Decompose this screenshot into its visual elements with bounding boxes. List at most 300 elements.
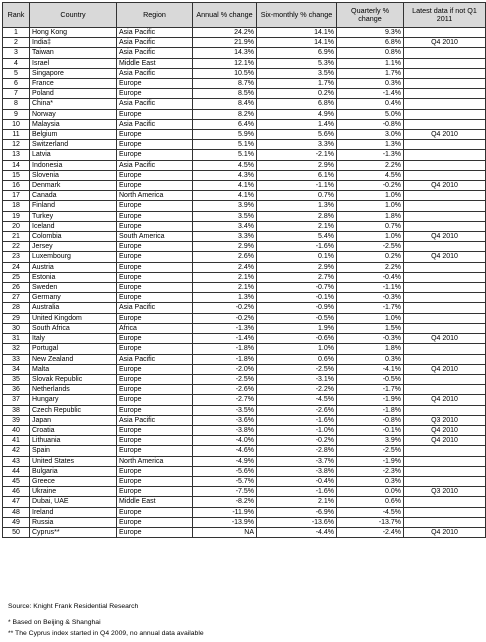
quarterly-change-cell: 4.5% [337,170,404,180]
country-cell: South Africa [30,323,117,333]
header-country: Country [30,3,117,28]
region-cell: Europe [117,507,193,517]
annual-change-cell: 10.5% [193,68,257,78]
rank-cell: 16 [3,181,30,191]
six-monthly-change-cell: -2.2% [257,385,337,395]
table-row [3,354,486,364]
latest-data-cell [404,242,486,252]
annual-change-cell: 6.4% [193,119,257,129]
quarterly-change-cell: -0.1% [337,425,404,435]
latest-data-cell [404,344,486,354]
annual-change-cell: -5.7% [193,476,257,486]
country-cell: Portugal [30,344,117,354]
country-cell: Norway [30,109,117,119]
table-row [3,374,486,384]
table-row [3,293,486,303]
annual-change-cell: -3.8% [193,425,257,435]
rank-cell: 14 [3,160,30,170]
latest-data-cell [404,68,486,78]
region-cell: Europe [117,89,193,99]
table-row [3,170,486,180]
quarterly-change-cell: 2.2% [337,160,404,170]
quarterly-change-cell: 0.3% [337,476,404,486]
country-cell: Austria [30,262,117,272]
table-row [3,456,486,466]
region-cell: Europe [117,374,193,384]
country-cell: Australia [30,303,117,313]
latest-data-cell [404,119,486,129]
region-cell: Asia Pacific [117,303,193,313]
latest-data-cell [404,405,486,415]
annual-change-cell: -2.6% [193,385,257,395]
table-row [3,109,486,119]
annual-change-cell: -1.3% [193,323,257,333]
header-latest-data: Latest data if not Q1 2011 [404,3,486,28]
country-cell: Dubai, UAE [30,497,117,507]
region-cell: Europe [117,79,193,89]
rank-cell: 13 [3,150,30,160]
country-cell: Bulgaria [30,466,117,476]
country-cell: Greece [30,476,117,486]
quarterly-change-cell: 0.6% [337,497,404,507]
country-cell: Latvia [30,150,117,160]
six-monthly-change-cell: -4.5% [257,395,337,405]
quarterly-change-cell: -1.3% [337,150,404,160]
quarterly-change-cell: -1.9% [337,395,404,405]
latest-data-cell [404,262,486,272]
region-cell: Europe [117,140,193,150]
table-row [3,140,486,150]
annual-change-cell: -11.9% [193,507,257,517]
region-cell: Europe [117,130,193,140]
annual-change-cell: 14.3% [193,48,257,58]
country-cell: Finland [30,201,117,211]
rank-cell: 11 [3,130,30,140]
annual-change-cell: -8.2% [193,497,257,507]
annual-change-cell: 3.5% [193,211,257,221]
rank-cell: 38 [3,405,30,415]
annual-change-cell: NA [193,527,257,537]
six-monthly-change-cell: 2.1% [257,221,337,231]
annual-change-cell: 3.9% [193,201,257,211]
six-monthly-change-cell: -1.6% [257,487,337,497]
six-monthly-change-cell: -2.1% [257,150,337,160]
table-row [3,425,486,435]
rank-cell: 17 [3,191,30,201]
quarterly-change-cell: -2.5% [337,242,404,252]
six-monthly-change-cell: -1.6% [257,415,337,425]
quarterly-change-cell: 6.8% [337,38,404,48]
annual-change-cell: -4.0% [193,436,257,446]
annual-change-cell: -5.6% [193,466,257,476]
country-cell: Switzerland [30,140,117,150]
country-cell: China* [30,99,117,109]
annual-change-cell: -4.6% [193,446,257,456]
latest-data-cell: Q4 2010 [404,252,486,262]
country-cell: New Zealand [30,354,117,364]
annual-change-cell: 5.1% [193,140,257,150]
latest-data-cell: Q4 2010 [404,527,486,537]
rank-cell: 5 [3,68,30,78]
region-cell: Europe [117,313,193,323]
country-cell: United Kingdom [30,313,117,323]
rank-cell: 29 [3,313,30,323]
six-monthly-change-cell: 1.0% [257,344,337,354]
country-cell: Hungary [30,395,117,405]
country-cell: Croatia [30,425,117,435]
quarterly-change-cell: 1.0% [337,191,404,201]
latest-data-cell: Q4 2010 [404,38,486,48]
header-annual-change: Annual % change [193,3,257,28]
quarterly-change-cell: 1.5% [337,323,404,333]
six-monthly-change-cell: 1.4% [257,119,337,129]
quarterly-change-cell: 1.0% [337,232,404,242]
header-rank: Rank [3,3,30,28]
table-row [3,181,486,191]
rank-cell: 39 [3,415,30,425]
annual-change-cell: 4.3% [193,170,257,180]
country-cell: Ukraine [30,487,117,497]
latest-data-cell [404,211,486,221]
country-cell: Czech Republic [30,405,117,415]
annual-change-cell: -2.7% [193,395,257,405]
six-monthly-change-cell: -1.6% [257,242,337,252]
latest-data-cell [404,283,486,293]
quarterly-change-cell: 3.0% [337,130,404,140]
six-monthly-change-cell: 5.4% [257,232,337,242]
six-monthly-change-cell: 6.8% [257,99,337,109]
region-cell: Europe [117,201,193,211]
rank-cell: 49 [3,517,30,527]
region-cell: Europe [117,517,193,527]
annual-change-cell: -7.5% [193,487,257,497]
rank-cell: 27 [3,293,30,303]
six-monthly-change-cell: 4.9% [257,109,337,119]
annual-change-cell: -3.6% [193,415,257,425]
latest-data-cell [404,313,486,323]
footnote-cyprus: ** The Cyprus index started in Q4 2009, no annual data available [8,630,204,637]
header-quarterly-change: Quarterly % change [337,3,404,28]
table-row [3,211,486,221]
table-body [3,28,486,538]
table-row [3,28,486,38]
quarterly-change-cell: -1.1% [337,283,404,293]
rank-cell: 28 [3,303,30,313]
quarterly-change-cell: -1.7% [337,385,404,395]
annual-change-cell: 3.3% [193,232,257,242]
rank-cell: 47 [3,497,30,507]
country-cell: Germany [30,293,117,303]
rank-cell: 24 [3,262,30,272]
country-cell: Indonesia [30,160,117,170]
rank-cell: 42 [3,446,30,456]
annual-change-cell: -0.2% [193,313,257,323]
country-cell: Russia [30,517,117,527]
country-cell: Luxembourg [30,252,117,262]
rank-cell: 15 [3,170,30,180]
table-row [3,487,486,497]
rank-cell: 2 [3,38,30,48]
region-cell: Europe [117,364,193,374]
table-row [3,242,486,252]
latest-data-cell [404,48,486,58]
annual-change-cell: -3.5% [193,405,257,415]
quarterly-change-cell: -0.5% [337,374,404,384]
region-cell: Europe [117,272,193,282]
country-cell: Estonia [30,272,117,282]
quarterly-change-cell: 1.3% [337,140,404,150]
annual-change-cell: 24.2% [193,28,257,38]
table-row [3,436,486,446]
quarterly-change-cell: 1.1% [337,58,404,68]
table-row [3,395,486,405]
quarterly-change-cell: 0.3% [337,354,404,364]
latest-data-cell: Q3 2010 [404,415,486,425]
rank-cell: 32 [3,344,30,354]
region-cell: Asia Pacific [117,119,193,129]
six-monthly-change-cell: -6.9% [257,507,337,517]
table-row [3,119,486,129]
region-cell: Europe [117,405,193,415]
country-cell: Belgium [30,130,117,140]
region-cell: Europe [117,293,193,303]
country-cell: Taiwan [30,48,117,58]
annual-change-cell: 1.3% [193,293,257,303]
six-monthly-change-cell: -13.6% [257,517,337,527]
region-cell: Europe [117,283,193,293]
region-cell: Europe [117,221,193,231]
annual-change-cell: -1.8% [193,354,257,364]
quarterly-change-cell: 1.0% [337,313,404,323]
annual-change-cell: 21.9% [193,38,257,48]
annual-change-cell: 12.1% [193,58,257,68]
six-monthly-change-cell: 0.7% [257,191,337,201]
rank-cell: 3 [3,48,30,58]
six-monthly-change-cell: 3.5% [257,68,337,78]
rank-cell: 18 [3,201,30,211]
six-monthly-change-cell: 14.1% [257,38,337,48]
table-row [3,507,486,517]
latest-data-cell [404,150,486,160]
quarterly-change-cell: 3.9% [337,436,404,446]
six-monthly-change-cell: 6.9% [257,48,337,58]
quarterly-change-cell: 1.8% [337,211,404,221]
country-cell: Iceland [30,221,117,231]
table-row [3,221,486,231]
table-row [3,313,486,323]
country-cell: Malaysia [30,119,117,129]
region-cell: Asia Pacific [117,48,193,58]
latest-data-cell [404,456,486,466]
region-cell: Africa [117,323,193,333]
six-monthly-change-cell: -2.6% [257,405,337,415]
country-cell: Ireland [30,507,117,517]
annual-change-cell: 4.1% [193,181,257,191]
table-row [3,344,486,354]
six-monthly-change-cell: 1.9% [257,323,337,333]
six-monthly-change-cell: 0.1% [257,252,337,262]
annual-change-cell: -4.9% [193,456,257,466]
quarterly-change-cell: 0.2% [337,252,404,262]
region-cell: Europe [117,109,193,119]
annual-change-cell: -2.5% [193,374,257,384]
table-row [3,58,486,68]
quarterly-change-cell: -2.3% [337,466,404,476]
country-cell: Singapore [30,68,117,78]
six-monthly-change-cell: -0.1% [257,293,337,303]
quarterly-change-cell: -0.2% [337,181,404,191]
country-cell: Sweden [30,283,117,293]
quarterly-change-cell: -1.7% [337,303,404,313]
table-header-row [3,3,486,28]
quarterly-change-cell: 9.3% [337,28,404,38]
region-cell: North America [117,456,193,466]
quarterly-change-cell: -0.8% [337,119,404,129]
latest-data-cell [404,293,486,303]
rank-cell: 33 [3,354,30,364]
rank-cell: 8 [3,99,30,109]
table-row [3,262,486,272]
latest-data-cell [404,140,486,150]
region-cell: Europe [117,242,193,252]
quarterly-change-cell: 0.4% [337,99,404,109]
region-cell: Asia Pacific [117,415,193,425]
table-row [3,385,486,395]
table-row [3,48,486,58]
region-cell: Europe [117,385,193,395]
region-cell: Europe [117,150,193,160]
table-row [3,68,486,78]
rank-cell: 46 [3,487,30,497]
quarterly-change-cell: 0.3% [337,79,404,89]
region-cell: Middle East [117,58,193,68]
region-cell: Asia Pacific [117,28,193,38]
table-row [3,252,486,262]
country-cell: Cyprus** [30,527,117,537]
house-price-table [2,2,486,538]
annual-change-cell: 8.7% [193,79,257,89]
latest-data-cell [404,303,486,313]
latest-data-cell [404,191,486,201]
region-cell: Europe [117,344,193,354]
six-monthly-change-cell: -0.6% [257,334,337,344]
annual-change-cell: 2.1% [193,283,257,293]
region-cell: Europe [117,334,193,344]
six-monthly-change-cell: 5.3% [257,58,337,68]
rank-cell: 48 [3,507,30,517]
six-monthly-change-cell: -3.1% [257,374,337,384]
latest-data-cell [404,201,486,211]
table-row [3,466,486,476]
latest-data-cell: Q3 2010 [404,487,486,497]
table-row [3,130,486,140]
latest-data-cell: Q4 2010 [404,181,486,191]
six-monthly-change-cell: 2.9% [257,262,337,272]
quarterly-change-cell: -1.8% [337,405,404,415]
quarterly-change-cell: -1.9% [337,456,404,466]
six-monthly-change-cell: 6.1% [257,170,337,180]
quarterly-change-cell: 1.8% [337,344,404,354]
country-cell: Jersey [30,242,117,252]
region-cell: Europe [117,487,193,497]
six-monthly-change-cell: -2.5% [257,364,337,374]
latest-data-cell [404,272,486,282]
rank-cell: 6 [3,79,30,89]
region-cell: Europe [117,527,193,537]
table-row [3,517,486,527]
country-cell: Poland [30,89,117,99]
quarterly-change-cell: 5.0% [337,109,404,119]
table-row [3,446,486,456]
annual-change-cell: 8.2% [193,109,257,119]
quarterly-change-cell: -0.8% [337,415,404,425]
rank-cell: 44 [3,466,30,476]
quarterly-change-cell: 1.0% [337,201,404,211]
rank-cell: 10 [3,119,30,129]
quarterly-change-cell: -2.4% [337,527,404,537]
latest-data-cell [404,507,486,517]
table-row [3,201,486,211]
source-note: Source: Knight Frank Residential Research [8,603,139,610]
table-row [3,364,486,374]
annual-change-cell: 4.5% [193,160,257,170]
latest-data-cell [404,170,486,180]
six-monthly-change-cell: -1.1% [257,181,337,191]
six-monthly-change-cell: 0.6% [257,354,337,364]
region-cell: Asia Pacific [117,99,193,109]
latest-data-cell [404,354,486,364]
latest-data-cell: Q4 2010 [404,425,486,435]
rank-cell: 43 [3,456,30,466]
region-cell: Europe [117,436,193,446]
country-cell: Turkey [30,211,117,221]
table-row [3,323,486,333]
quarterly-change-cell: 2.2% [337,262,404,272]
table-row [3,303,486,313]
region-cell: Europe [117,181,193,191]
latest-data-cell [404,221,486,231]
rank-cell: 30 [3,323,30,333]
region-cell: Europe [117,446,193,456]
rank-cell: 20 [3,221,30,231]
country-cell: Malta [30,364,117,374]
annual-change-cell: -0.2% [193,303,257,313]
latest-data-cell [404,28,486,38]
six-monthly-change-cell: 3.3% [257,140,337,150]
country-cell: Spain [30,446,117,456]
rank-cell: 21 [3,232,30,242]
country-cell: Colombia [30,232,117,242]
table-row [3,150,486,160]
table-row [3,79,486,89]
region-cell: South America [117,232,193,242]
annual-change-cell: 4.1% [193,191,257,201]
table-row [3,89,486,99]
region-cell: Europe [117,425,193,435]
annual-change-cell: 2.9% [193,242,257,252]
country-cell: India‡ [30,38,117,48]
rank-cell: 31 [3,334,30,344]
quarterly-change-cell: -0.4% [337,272,404,282]
region-cell: Asia Pacific [117,160,193,170]
quarterly-change-cell: 1.7% [337,68,404,78]
table-row [3,272,486,282]
latest-data-cell: Q4 2010 [404,436,486,446]
country-cell: Japan [30,415,117,425]
six-monthly-change-cell: 2.9% [257,160,337,170]
six-monthly-change-cell: 2.8% [257,211,337,221]
rank-cell: 9 [3,109,30,119]
